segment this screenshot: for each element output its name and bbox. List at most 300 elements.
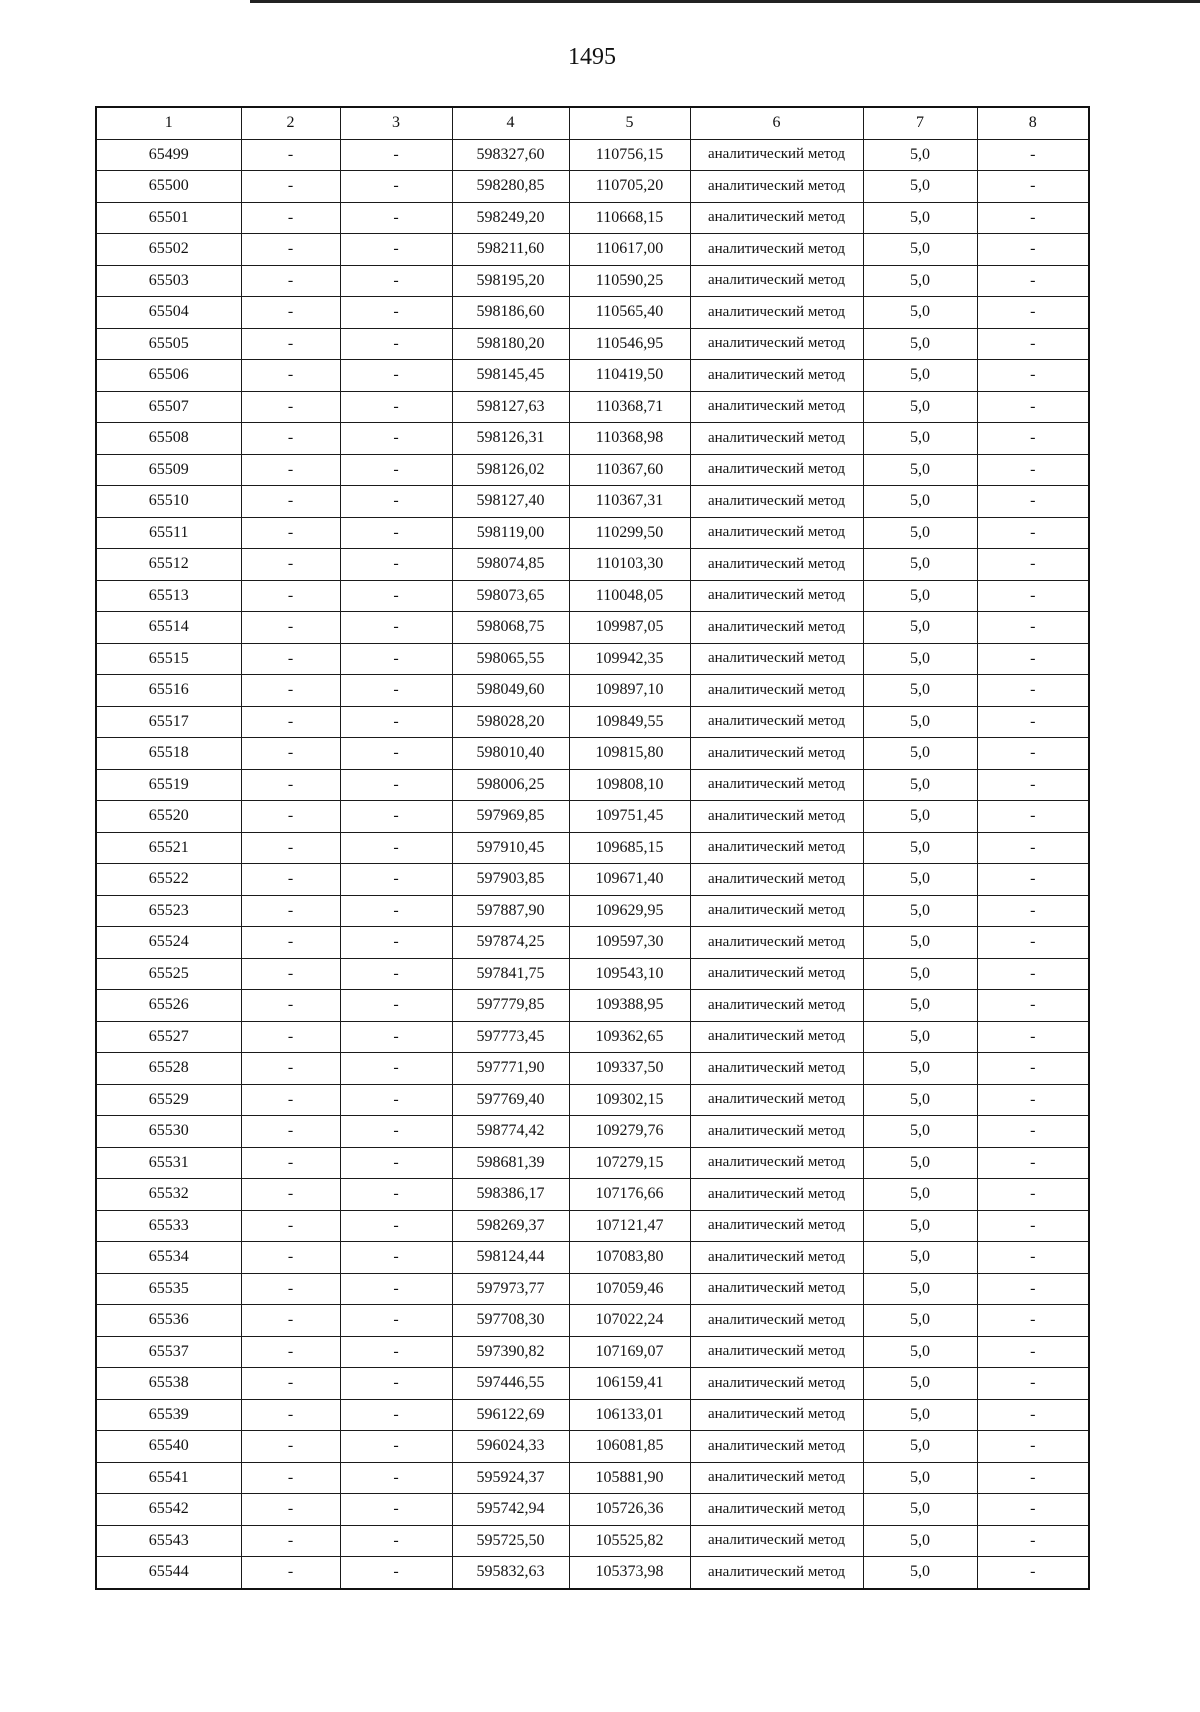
column-8-cell: - [977, 1431, 1089, 1463]
column-3-cell: - [340, 1525, 452, 1557]
point-number-cell: 65536 [96, 1305, 241, 1337]
x-coordinate-cell: 598327,60 [452, 139, 569, 171]
accuracy-cell: 5,0 [863, 1210, 977, 1242]
point-number-cell: 65503 [96, 265, 241, 297]
point-number-cell: 65507 [96, 391, 241, 423]
method-cell: аналитический метод [690, 139, 863, 171]
table-row [96, 927, 1089, 959]
accuracy-cell: 5,0 [863, 1147, 977, 1179]
method-cell: аналитический метод [690, 675, 863, 707]
table-row [96, 423, 1089, 455]
column-3-cell: - [340, 1242, 452, 1274]
point-number-cell: 65511 [96, 517, 241, 549]
accuracy-cell: 5,0 [863, 202, 977, 234]
column-3-cell: - [340, 234, 452, 266]
table-row [96, 454, 1089, 486]
column-2-cell: - [241, 958, 340, 990]
table-row [96, 1242, 1089, 1274]
table-row [96, 328, 1089, 360]
accuracy-cell: 5,0 [863, 139, 977, 171]
column-3-cell: - [340, 1084, 452, 1116]
accuracy-cell: 5,0 [863, 1494, 977, 1526]
table-row [96, 1084, 1089, 1116]
column-2-cell: - [241, 486, 340, 518]
column-8-cell: - [977, 643, 1089, 675]
point-number-cell: 65538 [96, 1368, 241, 1400]
point-number-cell: 65525 [96, 958, 241, 990]
column-8-cell: - [977, 454, 1089, 486]
column-3-cell: - [340, 1305, 452, 1337]
table-row [96, 1210, 1089, 1242]
method-cell: аналитический метод [690, 328, 863, 360]
x-coordinate-cell: 597446,55 [452, 1368, 569, 1400]
x-coordinate-cell: 595924,37 [452, 1462, 569, 1494]
point-number-cell: 65542 [96, 1494, 241, 1526]
point-number-cell: 65531 [96, 1147, 241, 1179]
y-coordinate-cell: 106081,85 [569, 1431, 690, 1463]
column-header: 8 [977, 107, 1089, 139]
table-row [96, 895, 1089, 927]
y-coordinate-cell: 105726,36 [569, 1494, 690, 1526]
x-coordinate-cell: 596024,33 [452, 1431, 569, 1463]
accuracy-cell: 5,0 [863, 549, 977, 581]
column-3-cell: - [340, 801, 452, 833]
y-coordinate-cell: 109362,65 [569, 1021, 690, 1053]
column-2-cell: - [241, 675, 340, 707]
column-3-cell: - [340, 895, 452, 927]
column-8-cell: - [977, 297, 1089, 329]
y-coordinate-cell: 110590,25 [569, 265, 690, 297]
column-3-cell: - [340, 675, 452, 707]
column-3-cell: - [340, 612, 452, 644]
table-row [96, 1336, 1089, 1368]
accuracy-cell: 5,0 [863, 1557, 977, 1589]
column-3-cell: - [340, 202, 452, 234]
table-row [96, 675, 1089, 707]
point-number-cell: 65529 [96, 1084, 241, 1116]
x-coordinate-cell: 597910,45 [452, 832, 569, 864]
column-2-cell: - [241, 1336, 340, 1368]
column-3-cell: - [340, 486, 452, 518]
column-2-cell: - [241, 1557, 340, 1589]
x-coordinate-cell: 598068,75 [452, 612, 569, 644]
method-cell: аналитический метод [690, 990, 863, 1022]
y-coordinate-cell: 105525,82 [569, 1525, 690, 1557]
column-8-cell: - [977, 1525, 1089, 1557]
y-coordinate-cell: 110668,15 [569, 202, 690, 234]
method-cell: аналитический метод [690, 769, 863, 801]
method-cell: аналитический метод [690, 1305, 863, 1337]
column-3-cell: - [340, 423, 452, 455]
column-8-cell: - [977, 1273, 1089, 1305]
column-8-cell: - [977, 990, 1089, 1022]
table-row [96, 1557, 1089, 1589]
point-number-cell: 65534 [96, 1242, 241, 1274]
method-cell: аналитический метод [690, 423, 863, 455]
method-cell: аналитический метод [690, 1147, 863, 1179]
x-coordinate-cell: 595742,94 [452, 1494, 569, 1526]
column-header: 1 [96, 107, 241, 139]
method-cell: аналитический метод [690, 1021, 863, 1053]
method-cell: аналитический метод [690, 391, 863, 423]
column-3-cell: - [340, 1399, 452, 1431]
table-row [96, 391, 1089, 423]
point-number-cell: 65505 [96, 328, 241, 360]
method-cell: аналитический метод [690, 517, 863, 549]
column-2-cell: - [241, 927, 340, 959]
x-coordinate-cell: 598126,31 [452, 423, 569, 455]
column-3-cell: - [340, 864, 452, 896]
method-cell: аналитический метод [690, 832, 863, 864]
column-8-cell: - [977, 1210, 1089, 1242]
column-8-cell: - [977, 1399, 1089, 1431]
point-number-cell: 65533 [96, 1210, 241, 1242]
point-number-cell: 65516 [96, 675, 241, 707]
column-8-cell: - [977, 1368, 1089, 1400]
x-coordinate-cell: 595832,63 [452, 1557, 569, 1589]
table-row [96, 612, 1089, 644]
accuracy-cell: 5,0 [863, 612, 977, 644]
table-row [96, 234, 1089, 266]
method-cell: аналитический метод [690, 1273, 863, 1305]
method-cell: аналитический метод [690, 895, 863, 927]
x-coordinate-cell: 598049,60 [452, 675, 569, 707]
column-3-cell: - [340, 580, 452, 612]
y-coordinate-cell: 107121,47 [569, 1210, 690, 1242]
top-rule [250, 0, 1200, 3]
y-coordinate-cell: 109543,10 [569, 958, 690, 990]
column-2-cell: - [241, 202, 340, 234]
x-coordinate-cell: 598065,55 [452, 643, 569, 675]
y-coordinate-cell: 109302,15 [569, 1084, 690, 1116]
point-number-cell: 65501 [96, 202, 241, 234]
y-coordinate-cell: 110367,60 [569, 454, 690, 486]
table-row [96, 864, 1089, 896]
column-3-cell: - [340, 391, 452, 423]
column-3-cell: - [340, 643, 452, 675]
table-row [96, 1116, 1089, 1148]
column-8-cell: - [977, 832, 1089, 864]
column-8-cell: - [977, 1305, 1089, 1337]
column-header: 7 [863, 107, 977, 139]
method-cell: аналитический метод [690, 1242, 863, 1274]
table-row [96, 1053, 1089, 1085]
column-2-cell: - [241, 1053, 340, 1085]
y-coordinate-cell: 109685,15 [569, 832, 690, 864]
column-3-cell: - [340, 1116, 452, 1148]
column-3-cell: - [340, 1210, 452, 1242]
accuracy-cell: 5,0 [863, 738, 977, 770]
column-2-cell: - [241, 171, 340, 203]
accuracy-cell: 5,0 [863, 423, 977, 455]
accuracy-cell: 5,0 [863, 1053, 977, 1085]
y-coordinate-cell: 109815,80 [569, 738, 690, 770]
column-8-cell: - [977, 1084, 1089, 1116]
x-coordinate-cell: 596122,69 [452, 1399, 569, 1431]
x-coordinate-cell: 597969,85 [452, 801, 569, 833]
y-coordinate-cell: 107059,46 [569, 1273, 690, 1305]
column-8-cell: - [977, 391, 1089, 423]
x-coordinate-cell: 595725,50 [452, 1525, 569, 1557]
point-number-cell: 65506 [96, 360, 241, 392]
column-2-cell: - [241, 1399, 340, 1431]
y-coordinate-cell: 106133,01 [569, 1399, 690, 1431]
point-number-cell: 65524 [96, 927, 241, 959]
y-coordinate-cell: 107083,80 [569, 1242, 690, 1274]
method-cell: аналитический метод [690, 549, 863, 581]
column-2-cell: - [241, 738, 340, 770]
table-row [96, 706, 1089, 738]
x-coordinate-cell: 598269,37 [452, 1210, 569, 1242]
accuracy-cell: 5,0 [863, 1242, 977, 1274]
x-coordinate-cell: 597771,90 [452, 1053, 569, 1085]
x-coordinate-cell: 597887,90 [452, 895, 569, 927]
column-2-cell: - [241, 549, 340, 581]
table-row [96, 1462, 1089, 1494]
column-3-cell: - [340, 1462, 452, 1494]
y-coordinate-cell: 109337,50 [569, 1053, 690, 1085]
column-8-cell: - [977, 423, 1089, 455]
table-row [96, 801, 1089, 833]
accuracy-cell: 5,0 [863, 769, 977, 801]
accuracy-cell: 5,0 [863, 580, 977, 612]
column-2-cell: - [241, 1084, 340, 1116]
point-number-cell: 65517 [96, 706, 241, 738]
column-8-cell: - [977, 675, 1089, 707]
column-3-cell: - [340, 549, 452, 581]
column-header: 5 [569, 107, 690, 139]
accuracy-cell: 5,0 [863, 1116, 977, 1148]
y-coordinate-cell: 109808,10 [569, 769, 690, 801]
accuracy-cell: 5,0 [863, 1399, 977, 1431]
column-2-cell: - [241, 1210, 340, 1242]
method-cell: аналитический метод [690, 1557, 863, 1589]
method-cell: аналитический метод [690, 706, 863, 738]
method-cell: аналитический метод [690, 1336, 863, 1368]
column-3-cell: - [340, 454, 452, 486]
table-row [96, 990, 1089, 1022]
accuracy-cell: 5,0 [863, 234, 977, 266]
table-row [96, 1431, 1089, 1463]
accuracy-cell: 5,0 [863, 171, 977, 203]
point-number-cell: 65530 [96, 1116, 241, 1148]
column-2-cell: - [241, 1021, 340, 1053]
column-8-cell: - [977, 706, 1089, 738]
column-header: 2 [241, 107, 340, 139]
column-2-cell: - [241, 706, 340, 738]
column-8-cell: - [977, 328, 1089, 360]
accuracy-cell: 5,0 [863, 454, 977, 486]
column-8-cell: - [977, 1336, 1089, 1368]
x-coordinate-cell: 597390,82 [452, 1336, 569, 1368]
x-coordinate-cell: 597779,85 [452, 990, 569, 1022]
method-cell: аналитический метод [690, 1053, 863, 1085]
point-number-cell: 65518 [96, 738, 241, 770]
column-2-cell: - [241, 1494, 340, 1526]
column-3-cell: - [340, 958, 452, 990]
point-number-cell: 65537 [96, 1336, 241, 1368]
y-coordinate-cell: 107279,15 [569, 1147, 690, 1179]
accuracy-cell: 5,0 [863, 1431, 977, 1463]
method-cell: аналитический метод [690, 454, 863, 486]
x-coordinate-cell: 597973,77 [452, 1273, 569, 1305]
method-cell: аналитический метод [690, 265, 863, 297]
column-8-cell: - [977, 202, 1089, 234]
column-8-cell: - [977, 895, 1089, 927]
column-3-cell: - [340, 328, 452, 360]
table-body [96, 139, 1089, 1589]
table-row [96, 832, 1089, 864]
y-coordinate-cell: 109279,76 [569, 1116, 690, 1148]
column-8-cell: - [977, 1147, 1089, 1179]
column-2-cell: - [241, 265, 340, 297]
accuracy-cell: 5,0 [863, 1368, 977, 1400]
column-3-cell: - [340, 769, 452, 801]
method-cell: аналитический метод [690, 580, 863, 612]
method-cell: аналитический метод [690, 297, 863, 329]
point-number-cell: 65510 [96, 486, 241, 518]
column-2-cell: - [241, 1273, 340, 1305]
column-8-cell: - [977, 958, 1089, 990]
column-8-cell: - [977, 1021, 1089, 1053]
method-cell: аналитический метод [690, 1399, 863, 1431]
column-3-cell: - [340, 1336, 452, 1368]
method-cell: аналитический метод [690, 1368, 863, 1400]
x-coordinate-cell: 598028,20 [452, 706, 569, 738]
y-coordinate-cell: 110368,98 [569, 423, 690, 455]
column-8-cell: - [977, 139, 1089, 171]
column-2-cell: - [241, 612, 340, 644]
accuracy-cell: 5,0 [863, 517, 977, 549]
table-row [96, 1273, 1089, 1305]
point-number-cell: 65519 [96, 769, 241, 801]
column-3-cell: - [340, 1147, 452, 1179]
column-2-cell: - [241, 801, 340, 833]
column-2-cell: - [241, 864, 340, 896]
table-row [96, 139, 1089, 171]
column-3-cell: - [340, 517, 452, 549]
column-3-cell: - [340, 1368, 452, 1400]
method-cell: аналитический метод [690, 1525, 863, 1557]
point-number-cell: 65522 [96, 864, 241, 896]
column-2-cell: - [241, 1305, 340, 1337]
column-3-cell: - [340, 360, 452, 392]
table-row [96, 1399, 1089, 1431]
y-coordinate-cell: 109897,10 [569, 675, 690, 707]
point-number-cell: 65513 [96, 580, 241, 612]
column-2-cell: - [241, 1179, 340, 1211]
y-coordinate-cell: 109671,40 [569, 864, 690, 896]
method-cell: аналитический метод [690, 202, 863, 234]
column-2-cell: - [241, 580, 340, 612]
column-2-cell: - [241, 1462, 340, 1494]
method-cell: аналитический метод [690, 1179, 863, 1211]
column-8-cell: - [977, 265, 1089, 297]
x-coordinate-cell: 598186,60 [452, 297, 569, 329]
table-row [96, 1368, 1089, 1400]
method-cell: аналитический метод [690, 864, 863, 896]
column-3-cell: - [340, 832, 452, 864]
column-8-cell: - [977, 549, 1089, 581]
table-row [96, 486, 1089, 518]
column-3-cell: - [340, 1021, 452, 1053]
x-coordinate-cell: 598145,45 [452, 360, 569, 392]
column-2-cell: - [241, 1116, 340, 1148]
table-row [96, 517, 1089, 549]
column-2-cell: - [241, 360, 340, 392]
accuracy-cell: 5,0 [863, 1273, 977, 1305]
y-coordinate-cell: 109751,45 [569, 801, 690, 833]
point-number-cell: 65504 [96, 297, 241, 329]
column-2-cell: - [241, 1368, 340, 1400]
column-8-cell: - [977, 1179, 1089, 1211]
x-coordinate-cell: 598211,60 [452, 234, 569, 266]
method-cell: аналитический метод [690, 360, 863, 392]
table-row [96, 580, 1089, 612]
x-coordinate-cell: 598774,42 [452, 1116, 569, 1148]
column-2-cell: - [241, 423, 340, 455]
column-3-cell: - [340, 1273, 452, 1305]
point-number-cell: 65535 [96, 1273, 241, 1305]
x-coordinate-cell: 597874,25 [452, 927, 569, 959]
point-number-cell: 65521 [96, 832, 241, 864]
column-2-cell: - [241, 517, 340, 549]
column-3-cell: - [340, 139, 452, 171]
y-coordinate-cell: 106159,41 [569, 1368, 690, 1400]
table-row [96, 1305, 1089, 1337]
table-row [96, 265, 1089, 297]
accuracy-cell: 5,0 [863, 864, 977, 896]
table-row [96, 202, 1089, 234]
column-8-cell: - [977, 1053, 1089, 1085]
column-2-cell: - [241, 895, 340, 927]
accuracy-cell: 5,0 [863, 801, 977, 833]
x-coordinate-cell: 598249,20 [452, 202, 569, 234]
accuracy-cell: 5,0 [863, 297, 977, 329]
accuracy-cell: 5,0 [863, 486, 977, 518]
point-number-cell: 65499 [96, 139, 241, 171]
table-row [96, 643, 1089, 675]
point-number-cell: 65520 [96, 801, 241, 833]
table-row [96, 360, 1089, 392]
point-number-cell: 65502 [96, 234, 241, 266]
column-2-cell: - [241, 832, 340, 864]
column-8-cell: - [977, 486, 1089, 518]
x-coordinate-cell: 598681,39 [452, 1147, 569, 1179]
column-2-cell: - [241, 1242, 340, 1274]
column-8-cell: - [977, 801, 1089, 833]
column-3-cell: - [340, 990, 452, 1022]
x-coordinate-cell: 597773,45 [452, 1021, 569, 1053]
x-coordinate-cell: 598124,44 [452, 1242, 569, 1274]
accuracy-cell: 5,0 [863, 1084, 977, 1116]
column-3-cell: - [340, 1494, 452, 1526]
point-number-cell: 65523 [96, 895, 241, 927]
point-number-cell: 65500 [96, 171, 241, 203]
method-cell: аналитический метод [690, 612, 863, 644]
point-number-cell: 65527 [96, 1021, 241, 1053]
y-coordinate-cell: 109942,35 [569, 643, 690, 675]
column-3-cell: - [340, 706, 452, 738]
y-coordinate-cell: 109629,95 [569, 895, 690, 927]
column-3-cell: - [340, 171, 452, 203]
accuracy-cell: 5,0 [863, 1179, 977, 1211]
y-coordinate-cell: 105881,90 [569, 1462, 690, 1494]
y-coordinate-cell: 107169,07 [569, 1336, 690, 1368]
point-number-cell: 65532 [96, 1179, 241, 1211]
column-8-cell: - [977, 360, 1089, 392]
x-coordinate-cell: 598386,17 [452, 1179, 569, 1211]
